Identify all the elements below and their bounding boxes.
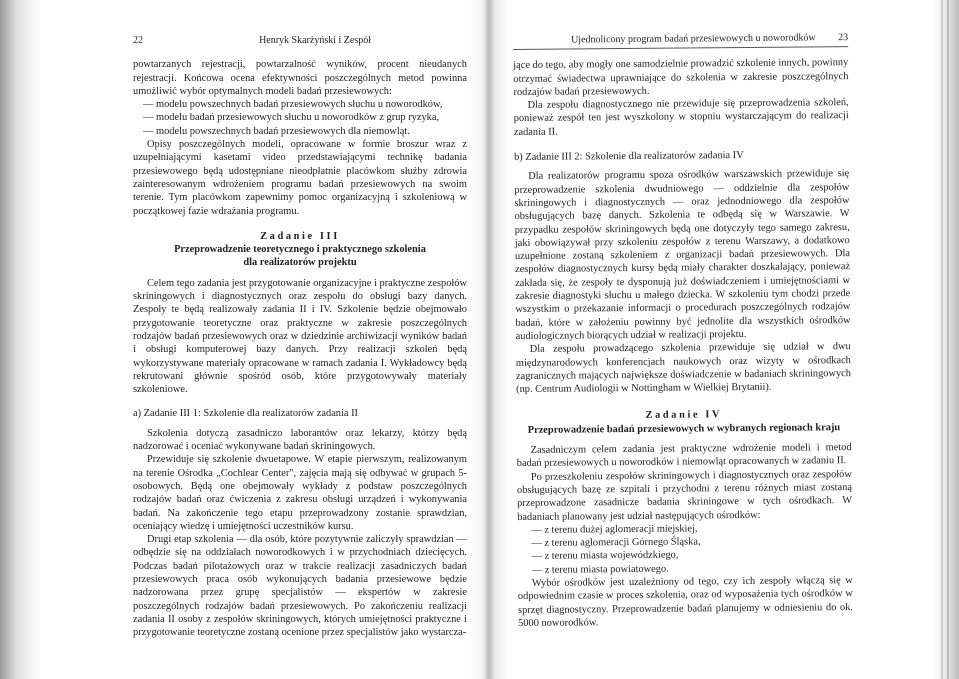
model-list-item-2: — modelu badań przesiewowych słuchu u noworodków z grup ryzyka, bbox=[143, 112, 440, 124]
model-list-item-1: — modelu powszechnych badań przesiewowych słuchu u noworodków, bbox=[143, 99, 443, 111]
model-list-item-3: — modelu powszechnych badań przesiewowych dla niemowląt. bbox=[143, 125, 410, 137]
left-paragraph-two-stage: Przewiduje się szkolenie dwuetapowe. W etapie pierwszym, realizowanym na terenie Ośrodka „Cochlear Center", zajęcia mają się odbywać w grupach 5-osobowych. Będą one obejmowały wykłady z podstaw poszczególnych rodzajów badań oraz ćwiczenia z zakresu obsługi urządzeń i wykonywania badań. Na zakończenie tego etapu przeprowadzony zostanie sprawdzian, oceniający wiedzę i umiejętności uczestników kursu. bbox=[133, 454, 467, 532]
book-gutter bbox=[470, 0, 508, 679]
left-paragraph-second-stage: Drugi etap szkolenia — dla osób, które pozytywnie zaliczyły sprawdzian — odbędzie się na oddziałach noworodkowych i w przychodniach dziecięcych. Podczas badań pilotażowych oraz w trakcie realizacji zasadniczych badań przesiewowych praca osób wykonujących badania przesiewowe będzie nadzorowana przez grupę specjalistów — ekspertów w zakresie poszczególnych rodzajów badań przesiewowych. Po zakończeniu realizacji zadania II osoby z zespołów skriningowych, których umiejętności praktyczne i przygotowanie teoretyczne zostaną ocenione przez specjalistów jako wystarcza- bbox=[133, 534, 467, 639]
task4-heading bbox=[516, 407, 851, 437]
closing-paragraph: Wybór ośrodków jest uzależniony od tego, czy ich zespoły włączą się w odpowiednim czasie w proces szkolenia, oraz od wyposażenia tych ośrodków w sprzęt diagnostyczny. Przeprowadzenie badań planujemy w odniesieniu do ok. 5000 noworodków. bbox=[517, 575, 854, 629]
task3-heading bbox=[133, 230, 467, 270]
task3-title-line1: Przeprowadzenie teoretycznego i praktycznego szkolenia bbox=[174, 244, 426, 256]
left-paragraph-descriptions: Opisy poszczególnych modeli, opracowane w formie broszur wraz z uzupełniającymi kasetami video przedstawiającymi technikę badania przesiewowego będą udostępniane nieodpłatnie placówkom służby zdrowia zainteresowanym wdrożeniem programu badań przesiewowych na swoim terenie. Tym placówkom zapewnimy pomoc organizacyjną i szkoleniową w początkowej fazie wdrażania programu. bbox=[133, 139, 467, 217]
left-paragraph-training: Szkolenia dotyczą zasadniczo laborantów oraz lekarzy, którzy będą nadzorować i oceniać wykonywane badań skriningowych. bbox=[133, 427, 467, 453]
right-page-number: 23 bbox=[837, 32, 849, 44]
task4-title: Przeprowadzenie badań przesiewowych w wybranych regionach kraju bbox=[527, 421, 841, 436]
right-paragraph-b1: Dla realizatorów programu spoza ośrodków warszawskich przewiduje się przeprowadzenie szkolenia dwudniowego — oddzielnie dla zespołów skriningowych i diagnostycznych — oraz jednodniowego dla zespołów obsługujących bazę danych. Szkolenia te odbędą się w Warszawie. W przypadku zespołów skriningowych będą one dotyczyły tego samego zakresu, jaki obowiązywał przy szkoleniu zespołów z terenu Warszawy, a dodatkowo uzupełnione zostaną szkoleniem z organizacji badań przesiewowych. Dla zespołów diagnostycznych kursy będą miały charakter doszkalający, ponieważ zakłada się, że zespoły te dysponują już doświadczeniem i umiejętnościami w zakresie diagnostyki słuchu u małego dziecka. W szkoleniu tym chodzi przede wszystkim o przekazanie informacji o procedurach poszczególnych rodzajów badań, które w założeniu powinny być jednolite dla wszystkich ośrodków audiologicznych biorących udział w realizacji projektu. bbox=[514, 168, 851, 342]
right-page bbox=[513, 31, 853, 630]
task4-label: Zadanie IV bbox=[645, 409, 723, 422]
task3-paragraph: Celem tego zadania jest przygotowanie organizacyjne i praktyczne zespołów skriningowych i diagnostycznych oraz zespołu do obsługi bazy danych. Zespoły te będą realizowały zadania II i IV. Szkolenie będzie obejmowało przygotowanie teoretyczne oraz praktyczne w zakresie poszczególnych rodzajów badań przesiewowych oraz w dziedzinie archiwizacji wyników badań i obsługi komputerowej bazy danych. Przy realizacji szkoleń będą wykorzystywane materiały opracowane w ramach zadania I. Wykładowcy będą rekrutowani głównie spośród osób, które przygotowywały materiały szkoleniowe. bbox=[133, 277, 467, 396]
right-paragraph-1: jące do tego, aby mogły one samodzielnie prowadzić szkolenie innych, powinny otrzymać świadectwa uprawniające do szkolenia w zakresie poszczególnych rodzajów badań przesiewowych. bbox=[513, 57, 849, 98]
subsection-a-heading: a) Zadanie III 1: Szkolenie dla realizatorów zadania II bbox=[133, 408, 359, 420]
left-page bbox=[133, 34, 467, 639]
center-list-item-1: — z terenu dużej aglomeracji miejskiej, bbox=[531, 523, 698, 536]
page-edge-left bbox=[0, 0, 40, 679]
task3-title-line2: dla realizatorów projektu bbox=[243, 257, 357, 269]
right-running-title: Ujednolicony program badań przesiewowych u noworodków bbox=[571, 32, 816, 46]
right-running-head bbox=[513, 31, 848, 50]
left-running-title: Henryk Skarżyński i Zespół bbox=[259, 35, 371, 46]
left-page-number: 22 bbox=[133, 35, 143, 46]
right-paragraph-b2: Dla zespołu prowadzącego szkolenia przewiduje się udział w dwu międzynarodowych konferencjach naukowych oraz wizyty w ośrodkach zagranicznych mających największe doświadczenie w badaniach skriningowych (np. Centrum Audiologii w Nottingham w Wielkiej Brytanii). bbox=[515, 341, 852, 396]
page-edge-right bbox=[933, 0, 959, 679]
right-paragraph-2: Dla zespołu diagnostycznego nie przewiduje się przeprowadzenia szkoleń, ponieważ zespół ten jest wyszkolony w stopniu wystarczającym do realizacji zadania II. bbox=[513, 97, 849, 138]
subsection-b-heading: b) Zadanie III 2: Szkolenie dla realizatorów zadania IV bbox=[514, 150, 744, 164]
center-list-item-3: — z terenu miasta wojewódzkiego, bbox=[531, 549, 679, 563]
left-paragraph-1: powtarzanych rejestracji, powtarzalność wyników, procent nieudanych rejestracji. Końcowa ocena efektywności poszczególnych metod powinna umożliwić wybór optymalnych modeli badań przesiewowych: bbox=[133, 59, 467, 97]
center-list-item-2: — z terenu aglomeracji Górnego Śląska, bbox=[531, 536, 701, 549]
task4-paragraph-1: Zasadniczym celem zadania jest praktyczne wdrożenie modeli i metod badań przesiewowych u noworodków i niemowląt opracowanych w zadaniu II. bbox=[516, 442, 852, 470]
task3-label: Zadanie III bbox=[260, 230, 340, 242]
task4-paragraph-2: Po przeszkoleniu zespołów skriningowych i diagnostycznych oraz zespołów obsługujących bazę ze szpitali i przychodni z terenu różnych miast zostaną przeprowadzone zasadnicze badania skriningowe w tych ośrodkach. W badaniach planowany jest udział następujących ośrodków: bbox=[516, 468, 853, 523]
left-running-head bbox=[133, 34, 467, 47]
center-list-item-4: — z terenu miasta powiatowego. bbox=[531, 563, 669, 576]
